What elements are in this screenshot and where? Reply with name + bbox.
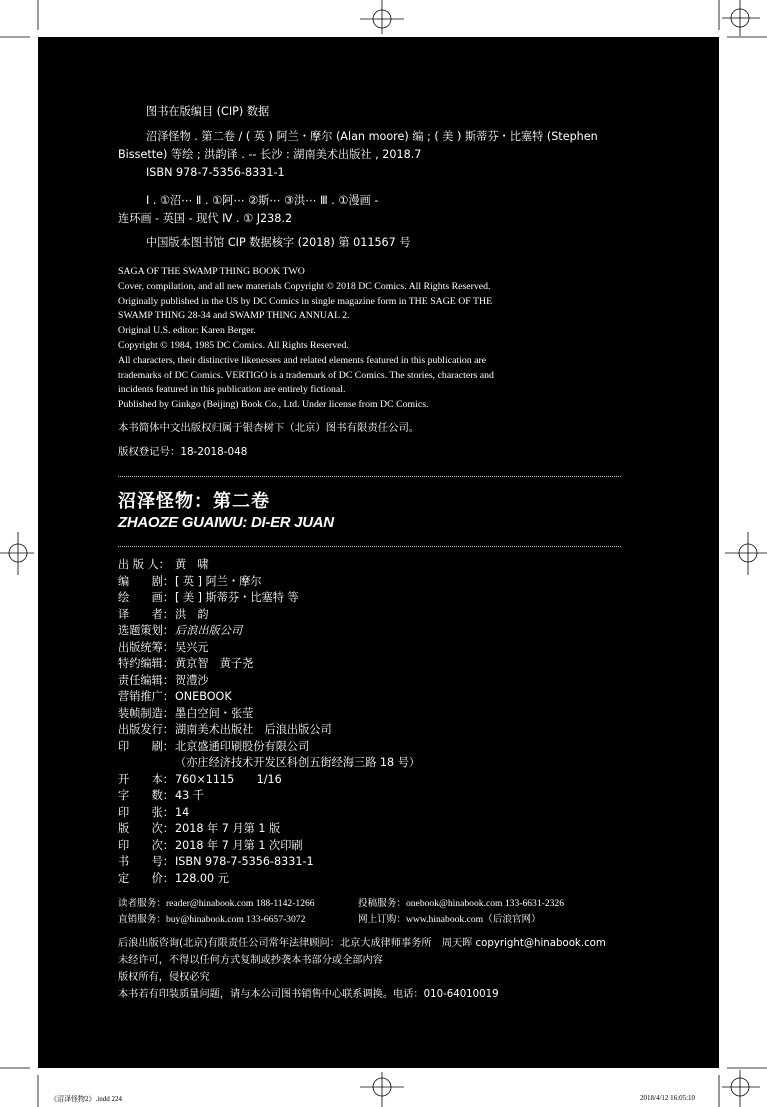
credit-label: 责任编辑： <box>118 673 174 687</box>
credit-label: 书 号： <box>118 855 174 868</box>
credit-value: 黄京智 黄子尧 <box>175 657 254 670</box>
english-line: Originally published in the US by DC Comics in single magazine form in THE SAGE OF THE <box>118 295 493 307</box>
credit-label: 特约编辑： <box>118 657 174 670</box>
credit-label: 字 数： <box>118 789 174 802</box>
credit-row-price <box>118 871 420 888</box>
credit-value: [ 英 ] 阿兰・摩尔 <box>175 574 262 588</box>
credit-value: 贺澧沙 <box>175 673 209 687</box>
credit-label: 装帧制造： <box>118 706 174 720</box>
credit-row-translator <box>118 607 420 624</box>
credit-value: 760×1115 1/16 <box>175 772 282 786</box>
credit-label: 印 张： <box>118 805 174 819</box>
credit-label: 绘 画： <box>118 591 174 604</box>
credit-value: 43 千 <box>175 789 204 802</box>
service-reader: 读者服务：reader@hinabook.com 188-1142-1266 <box>118 898 315 909</box>
credit-row-publisher <box>118 557 420 574</box>
credit-label: 出 版 人： <box>118 558 170 571</box>
credit-value: 黄 啸 <box>175 558 209 571</box>
english-copyright-block <box>118 265 494 413</box>
cip-line-1: 沼泽怪物 . 第二卷 / ( 英 ) 阿兰・摩尔 (Alan moore) 编 ; ( 美 ) 斯蒂芬・比塞特 (Stephen <box>146 130 598 143</box>
cip-classification-2: 连环画 - 英国 - 现代 Ⅳ . ① J238.2 <box>118 212 293 225</box>
credit-value: 北京盛通印刷股份有限公司 <box>175 739 310 753</box>
service-online-order: 网上订购：www.hinabook.com（后浪官网） <box>358 914 541 925</box>
english-line: Cover, compilation, and all new materials Copyright © 2018 DC Comics. All Rights Reserved. <box>118 280 491 292</box>
divider-bottom <box>118 546 621 547</box>
credit-label <box>118 755 175 772</box>
service-submission: 投稿服务：onebook@hinabook.com 133-6631-2326 <box>358 898 565 909</box>
credit-value: 湖南美术出版社 后浪出版公司 <box>175 723 332 736</box>
credit-value: 14 <box>175 805 190 819</box>
credit-row-printer-address <box>118 755 420 772</box>
credit-row-design <box>118 706 420 723</box>
credit-label: 定 价： <box>118 871 174 885</box>
credit-value: [ 美 ] 斯蒂芬・比塞特 等 <box>175 591 299 604</box>
english-line: incidents featured in this publication are entirely fictional. <box>118 384 346 396</box>
rights-notice: 本书简体中文出版权归属于银杏树下（北京）图书有限责任公司。 <box>118 422 420 434</box>
credit-label: 编 剧： <box>118 574 174 588</box>
slug-timestamp: 2018/4/12 16:05:10 <box>640 1094 696 1102</box>
english-line: Published by Ginkgo (Beijing) Book Co., Ltd. Under license from DC Comics. <box>118 399 429 411</box>
cip-record-number: 中国版本图书馆 CIP 数据核字 (2018) 第 011567 号 <box>146 236 411 249</box>
service-direct-sales: 直销服务：buy@hinabook.com 133-6657-3072 <box>118 914 306 925</box>
credit-value: ISBN 978-7-5356-8331-1 <box>175 855 314 868</box>
english-line: All characters, their distinctive likenesses and related elements featured in this publication are <box>118 354 487 366</box>
credit-value: 吴兴元 <box>175 640 209 654</box>
credit-row-marketing <box>118 689 420 706</box>
legal-counsel: 后浪出版咨询(北京)有限责任公司常年法律顾问：北京大成律师事务所 周天晖 copyright@hinabook.com <box>118 938 606 949</box>
credit-value: 2018 年 7 月第 1 版 <box>175 822 281 835</box>
english-line: Original U.S. editor: Karen Berger. <box>118 325 256 337</box>
credit-value: 128.00 元 <box>175 871 229 885</box>
english-line: trademarks of DC Comics. VERTIGO is a trademark of DC Comics. The stories, characters and <box>118 369 494 381</box>
credit-value: 洪 韵 <box>175 607 209 621</box>
cip-classification-1: Ⅰ . ①沼⋯ Ⅱ . ①阿⋯ ②斯⋯ ③洪⋯ Ⅲ . ①漫画 - <box>146 194 379 207</box>
cip-heading: 图书在版编目 (CIP) 数据 <box>146 105 270 118</box>
credits-list <box>118 557 420 887</box>
credit-label: 选题策划： <box>118 624 174 637</box>
credit-row-distribution <box>118 722 420 739</box>
credit-value: 2018 年 7 月第 1 次印刷 <box>175 838 303 852</box>
credit-row-sheets <box>118 805 420 822</box>
credit-row-writer <box>118 574 420 591</box>
credit-label: 版 次： <box>118 822 174 835</box>
divider-top <box>118 476 621 477</box>
credit-row-printer <box>118 739 420 756</box>
credit-label: 营销推广： <box>118 690 174 703</box>
all-rights-reserved: 版权所有，侵权必究 <box>118 972 210 983</box>
credit-row-isbn <box>118 854 420 871</box>
credit-value: 墨白空间・张莹 <box>175 706 254 720</box>
copyright-registration: 版权登记号：18-2018-048 <box>118 446 248 458</box>
credit-value: 后浪出版公司 <box>175 624 243 637</box>
credit-row-printing <box>118 838 420 855</box>
credit-value: ONEBOOK <box>175 690 232 703</box>
book-title-pinyin: ZHAOZE GUAIWU: DI-ER JUAN <box>118 514 334 531</box>
credit-row-responsible-editor <box>118 673 420 690</box>
credit-label: 译 者： <box>118 607 174 621</box>
book-title-chinese: 沼泽怪物：第二卷 <box>118 491 270 512</box>
credit-label: 印 次： <box>118 838 174 852</box>
credit-value: （亦庄经济技术开发区科创五街经海三路 18 号） <box>175 756 421 769</box>
slug-filename: 《沼泽怪物2》.indd 224 <box>50 1095 122 1103</box>
credit-row-coordination <box>118 640 420 657</box>
credit-label: 出版统筹： <box>118 640 174 654</box>
quality-notice: 本书若有印装质量问题，请与本公司图书销售中心联系调换。电话：010-64010019 <box>118 989 499 1000</box>
credit-label: 开 本： <box>118 772 174 786</box>
english-line: Copyright © 1984, 1985 DC Comics. All Rights Reserved. <box>118 339 349 351</box>
credit-row-edition <box>118 821 420 838</box>
copyright-page <box>38 37 719 1068</box>
cip-line-2: Bissette) 等绘 ; 洪韵译 . -- 长沙 : 湖南美术出版社 , 2018.7 <box>118 148 422 161</box>
no-copy-notice: 未经许可，不得以任何方式复制或抄袭本书部分或全部内容 <box>118 955 383 966</box>
credit-row-planning <box>118 623 420 640</box>
english-line: SAGA OF THE SWAMP THING BOOK TWO <box>118 266 305 277</box>
credit-label: 印 刷： <box>118 739 174 753</box>
credit-row-format <box>118 772 420 789</box>
credit-row-artist <box>118 590 420 607</box>
cip-isbn: ISBN 978-7-5356-8331-1 <box>146 166 285 179</box>
english-line: SWAMP THING 28-34 and SWAMP THING ANNUAL 2. <box>118 310 350 322</box>
credit-row-word-count <box>118 788 420 805</box>
credit-label: 出版发行： <box>118 723 174 736</box>
credit-row-contributing-editor <box>118 656 420 673</box>
